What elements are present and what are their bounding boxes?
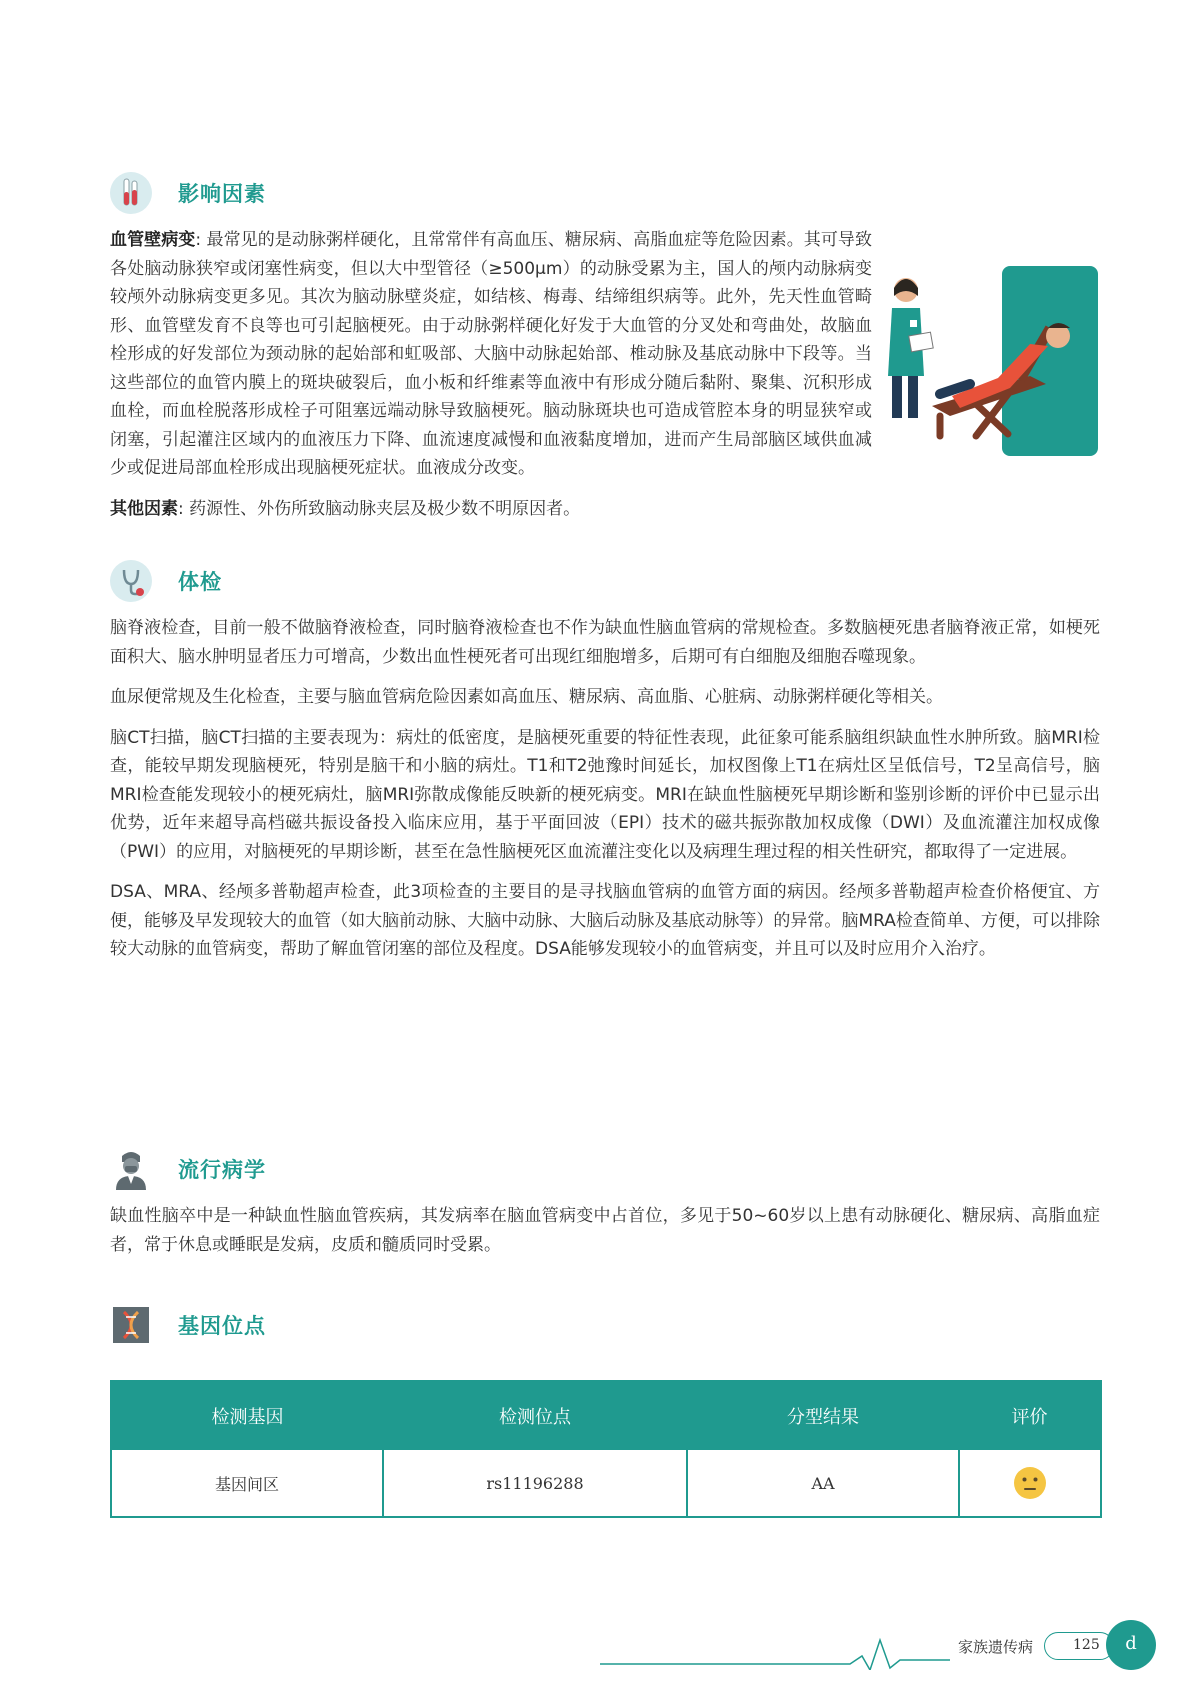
paragraph-csf: 脑脊液检查，目前一般不做脑脊液检查，同时脑脊液检查也不作为缺血性脑血管病的常规检查。多数脑梗死患者脑脊液正常，如梗死面积大、脑水肿明显者压力可增高，少数出血性梗死者可出现红细胞增多，后期可有白细胞及细胞吞噬现象。: [110, 618, 1100, 667]
section-title: 影响因素: [178, 182, 266, 206]
doctor-icon: [110, 1148, 152, 1190]
paragraph-label: 其他因素: [110, 498, 178, 519]
section-title: 基因位点: [178, 1314, 266, 1338]
paragraph-routine: 血尿便常规及生化检查，主要与脑血管病危险因素如高血压、糖尿病、高血脂、心脏病、动脉粥样硬化等相关。: [110, 687, 943, 707]
table-row: [111, 1450, 1101, 1517]
paragraph-ct-mri: 脑CT扫描，脑CT扫描的主要表现为：病灶的低密度，是脑梗死重要的特征性表现，此征象可能系脑组织缺血性水肿所致。脑MRI检查，能较早期发现脑梗死，特别是脑干和小脑的病灶。T1和T2弛豫时间延长，加权图像上T1在病灶区呈低信号，T2呈高信号，脑MRI检查能发现较小的梗死病灶，脑MRI弥散成像能反映新的梗死病变。MRI在缺血性脑梗死早期诊断和鉴别诊断的评价中已显示出优势，近年来超导高档磁共振设备投入临床应用，基于平面回波（EPI）技术的磁共振弥散加权成像（DWI）及血流灌注加权成像（PWI）的应用，对脑梗死的早期诊断，甚至在急性脑梗死区血流灌注变化以及病理生理过程的相关性研究，都取得了一定进展。: [110, 727, 1100, 862]
section-title: 流行病学: [178, 1158, 266, 1182]
test-tube-icon: [110, 172, 152, 214]
cell-genotype: AA: [687, 1450, 959, 1517]
dna-icon: [110, 1304, 152, 1346]
table-header-row: [111, 1381, 1101, 1450]
paragraph-text: : 药源性、外伤所致脑动脉夹层及极少数不明原因者。: [178, 498, 581, 519]
header-evaluation: 评价: [959, 1381, 1101, 1450]
section-header-gene: [110, 1304, 1100, 1350]
stethoscope-icon: [110, 560, 152, 602]
section-gene: [110, 1304, 1100, 1350]
page-number: 125: [1044, 1632, 1114, 1660]
cell-site: rs11196288: [383, 1450, 687, 1517]
gene-table: [110, 1380, 1102, 1518]
cell-evaluation: [959, 1450, 1101, 1517]
cell-gene: 基因间区: [111, 1450, 383, 1517]
section-header-epidemiology: [110, 1148, 1100, 1194]
section-exam: [110, 560, 1100, 976]
heartbeat-line: [600, 1620, 1020, 1670]
paragraph-dsa-mra: DSA、MRA、经颅多普勒超声检查，此3项检查的主要目的是寻找脑血管病的血管方面的病因。经颅多普勒超声检查价格便宜、方便，能够及早发现较大的血管（如大脑前动脉、大脑中动脉、大脑后动脉及基底动脉等）的异常。脑MRA检查简单、方便，可以排除较大动脉的血管病变，帮助了解血管闭塞的部位及程度。DSA能够发现较小的血管病变，并且可以及时应用介入治疗。: [110, 882, 1100, 959]
header-site: 检测位点: [383, 1381, 687, 1450]
paragraph-epidemiology: 缺血性脑卒中是一种缺血性脑血管疾病，其发病率在脑血管病变中占首位，多见于50~60岁以上患有动脉硬化、糖尿病、高脂血症者，常于休息或睡眠是发病，皮质和髓质同时受累。: [110, 1206, 1100, 1255]
book-title: 家族遗传病: [958, 1638, 1034, 1656]
section-epidemiology: [110, 1148, 1100, 1271]
page-badge: d: [1106, 1620, 1156, 1670]
nurse-patient-illustration: [880, 266, 1098, 456]
paragraph-other-factors: [110, 495, 1100, 524]
section-header-factors: [110, 172, 1100, 218]
section-header-exam: [110, 560, 1100, 606]
neutral-face-icon: [1013, 1466, 1047, 1500]
header-genotype: 分型结果: [687, 1381, 959, 1450]
paragraph-text: : 最常见的是动脉粥样硬化，且常常伴有高血压、糖尿病、高脂血症等危险因素。其可导致各处脑动脉狭窄或闭塞性病变，但以大中型管径（≥500μm）的动脉受累为主，国人的颅内动脉病变较颅外动脉病变更多见。其次为脑动脉壁炎症，如结核、梅毒、结缔组织病等。此外，先天性血管畸形、血管壁发育不良等也可引起脑梗死。由于动脉粥样硬化好发于大血管的分叉处和弯曲处，故脑血栓形成的好发部位为颈动脉的起始部和虹吸部、大脑中动脉起始部、椎动脉及基底动脉中下段等。当这些部位的血管内膜上的斑块破裂后，血小板和纤维素等血液中有形成分随后黏附、聚集、沉积形成血栓，而血栓脱落形成栓子可阻塞远端动脉导致脑梗死。脑动脉斑块也可造成管腔本身的明显狭窄或闭塞，引起灌注区域内的血液压力下降、血流速度减慢和血液黏度增加，进而产生局部脑区域供血减少或促进局部血栓形成出现脑梗死症状。血液成分改变。: [110, 230, 872, 478]
section-title: 体检: [178, 570, 222, 594]
paragraph-label: 血管壁病变: [110, 230, 196, 250]
paragraph-vessel-wall: [110, 226, 872, 483]
header-gene: 检测基因: [111, 1381, 383, 1450]
